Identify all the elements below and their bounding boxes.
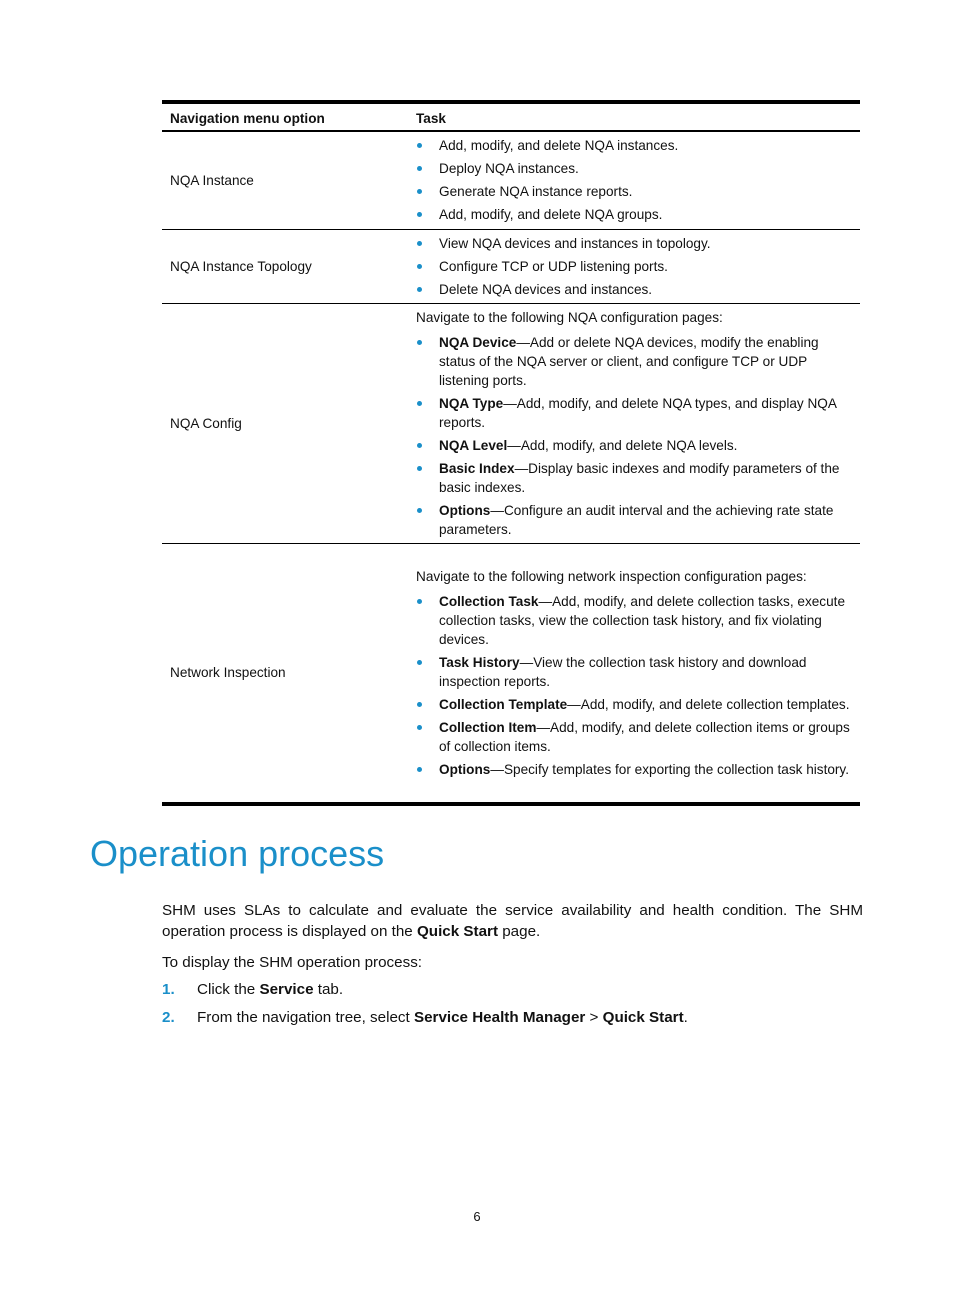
list-item: Add, modify, and delete NQA instances. — [416, 136, 852, 155]
task-cell — [408, 543, 860, 804]
list-item: Collection Template—Add, modify, and delete collection templates. — [416, 695, 852, 714]
bullet-icon — [417, 508, 422, 513]
list-item: Delete NQA devices and instances. — [416, 280, 852, 299]
task-intro: Navigate to the following NQA configuration pages: — [416, 309, 723, 325]
quick-start-term: Quick Start — [416, 923, 499, 940]
list-item: Options—Specify templates for exporting the collection task history. — [416, 760, 852, 779]
list-item: Options—Configure an audit interval and the achieving rate state parameters. — [416, 501, 852, 539]
table-row — [162, 131, 860, 229]
task-cell — [408, 303, 860, 543]
bullet-icon — [417, 702, 422, 707]
task-intro: Navigate to the following network inspection configuration pages: — [416, 568, 807, 584]
option-name: NQA Config — [170, 415, 242, 431]
column-header-task: Task — [416, 110, 446, 126]
bullet-icon — [417, 725, 422, 730]
option-name: Network Inspection — [170, 665, 286, 681]
task-cell — [408, 229, 860, 303]
task-list — [416, 234, 852, 299]
task-list — [416, 136, 852, 224]
list-item: Add, modify, and delete NQA groups. — [416, 205, 852, 224]
table-row — [162, 229, 860, 303]
bullet-icon — [417, 599, 422, 604]
bullet-icon — [417, 287, 422, 292]
list-item: NQA Level—Add, modify, and delete NQA levels. — [416, 436, 852, 455]
list-item: Configure TCP or UDP listening ports. — [416, 257, 852, 276]
intro-paragraph: SHM uses SLAs to calculate and evaluate the service availability and health condition. The SHM operation process is displayed on the Quick Start page. — [162, 902, 863, 940]
option-name: NQA Instance Topology — [170, 258, 312, 274]
list-item: Collection Item—Add, modify, and delete collection items or groups of collection items. — [416, 718, 852, 756]
navigation-options-table — [162, 100, 860, 806]
list-item: View NQA devices and instances in topology. — [416, 234, 852, 253]
task-list — [416, 333, 852, 539]
list-item: NQA Type—Add, modify, and delete NQA types, and display NQA reports. — [416, 394, 852, 432]
bullet-icon — [417, 189, 422, 194]
bullet-icon — [417, 166, 422, 171]
bullet-icon — [417, 264, 422, 269]
list-item: Generate NQA instance reports. — [416, 182, 852, 201]
list-item: Basic Index—Display basic indexes and modify parameters of the basic indexes. — [416, 459, 852, 497]
list-item: Deploy NQA instances. — [416, 159, 852, 178]
column-header-option: Navigation menu option — [170, 110, 325, 126]
bullet-icon — [417, 143, 422, 148]
page-number: 6 — [473, 1209, 481, 1224]
bullet-icon — [417, 401, 422, 406]
table-row — [162, 303, 860, 543]
bullet-icon — [417, 241, 422, 246]
section-heading: Operation process — [90, 833, 385, 874]
step-number: 1. — [162, 981, 175, 998]
bullet-icon — [417, 466, 422, 471]
step-1: 1. Click the Service tab. — [162, 981, 344, 998]
bullet-icon — [417, 443, 422, 448]
table-header-row — [162, 102, 860, 131]
option-name: NQA Instance — [170, 172, 254, 188]
bullet-icon — [417, 767, 422, 772]
bullet-icon — [417, 340, 422, 345]
list-item: Collection Task—Add, modify, and delete collection tasks, execute collection tasks, view the collection task history, and fix violating devices. — [416, 592, 852, 649]
task-list — [416, 592, 852, 779]
bullet-icon — [417, 660, 422, 665]
bullet-icon — [417, 212, 422, 217]
table-row — [162, 543, 860, 804]
procedure-lead: To display the SHM operation process: — [162, 954, 423, 971]
step-2: 2. From the navigation tree, select Service Health Manager > Quick Start. — [162, 1009, 688, 1026]
list-item: Task History—View the collection task history and download inspection reports. — [416, 653, 852, 691]
step-number: 2. — [162, 1009, 175, 1026]
task-cell — [408, 131, 860, 229]
list-item: NQA Device—Add or delete NQA devices, modify the enabling status of the NQA server or client, and configure TCP or UDP listening ports. — [416, 333, 852, 390]
